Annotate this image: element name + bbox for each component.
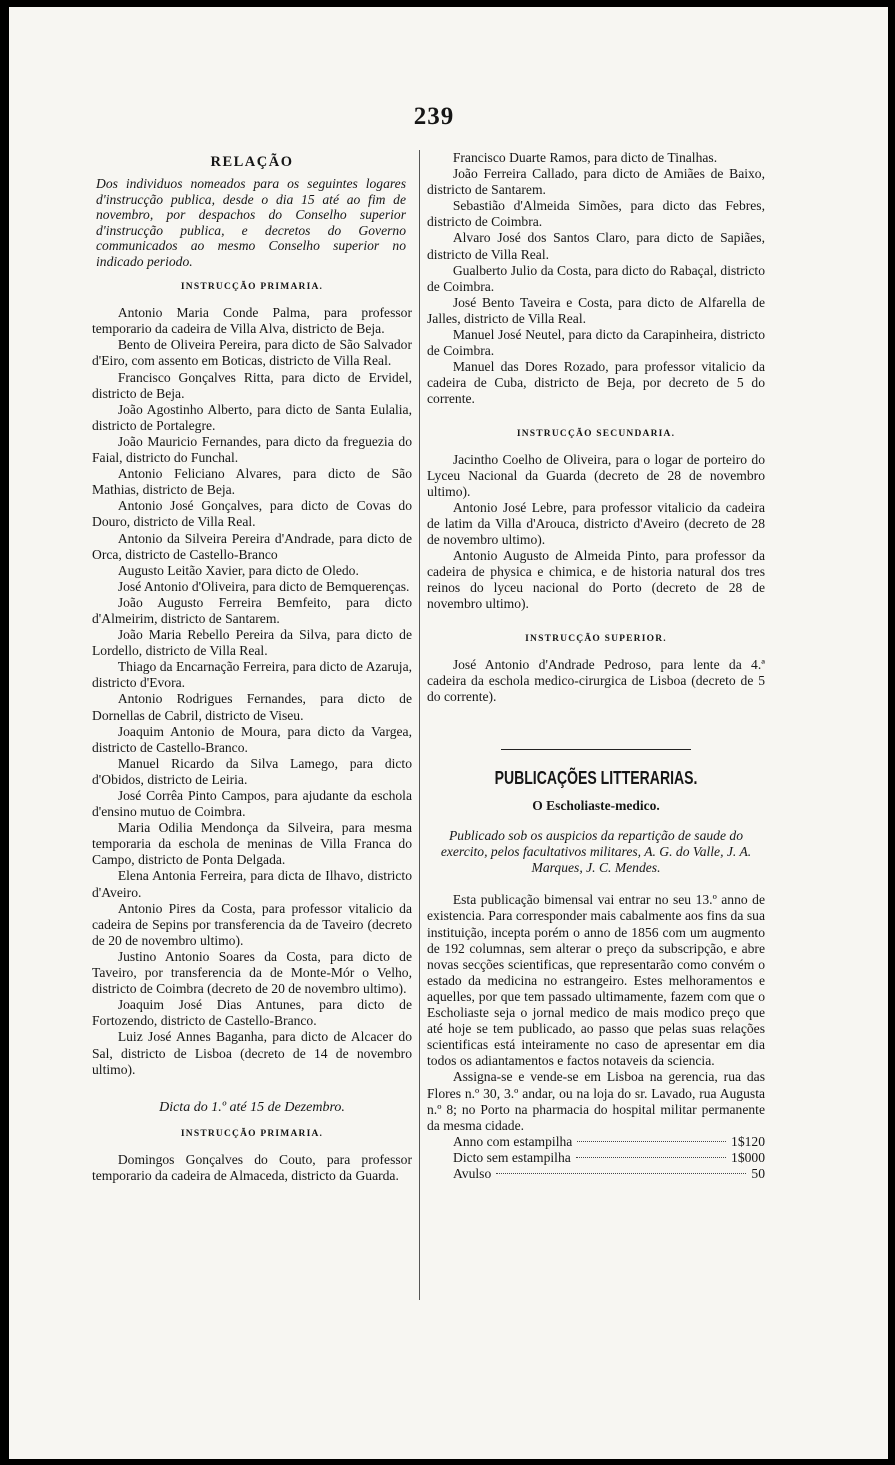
appointment-entry: José Corrêa Pinto Campos, para ajudante da eschola d'ensino mutuo de Coimbra. xyxy=(92,788,412,820)
appointment-entry: Manuel Ricardo da Silva Lamego, para dicto d'Obidos, districto de Leiria. xyxy=(92,755,412,787)
appointment-entry: José Antonio d'Oliveira, para dicto de Bemquerenças. xyxy=(117,578,410,594)
appointment-entry: João Ferreira Callado, para dicto de Amiães de Baixo, districto de Santarem. xyxy=(427,166,765,198)
relacao-intro: Dos individuos nomeados para os seguintes logares d'instrucção publica, desde o dia 15 até ao fim de novembro, por despachos do Conselho superior d'instrucção publica, e decretos do Governo communicados ao mesmo Conselho superior no indicado periodo. xyxy=(96,176,406,269)
price-value: 1$120 xyxy=(731,1133,765,1149)
journal-paragraphs xyxy=(427,892,765,1133)
appointment-entry: Antonio Feliciano Alvares, para dicto de São Mathias, districto de Beja. xyxy=(92,466,412,498)
column-divider xyxy=(419,150,420,1300)
secundaria-entries xyxy=(427,452,765,613)
publicacoes-title: PUBLICAÇÕES LITTERARIAS. xyxy=(494,767,698,788)
newspaper-page xyxy=(9,7,888,1459)
appointment-entry: Maria Odilia Mendonça da Silveira, para mesma temporaria da eschola de meninas de Villa Franca do Campo, districto de Ponta Delgada. xyxy=(92,820,412,868)
appointment-entry: Francisco Gonçalves Ritta, para dicto de Ervidel, districto de Beja. xyxy=(92,369,412,401)
appointment-entry: Manuel José Neutel, para dicto da Carapinheira, districto de Coimbra. xyxy=(427,327,765,359)
appointment-entry: Antonio José Gonçalves, para dicto de Covas do Douro, districto de Villa Real. xyxy=(92,498,412,530)
price-list xyxy=(453,1134,765,1182)
appointment-entry: Antonio da Silveira Pereira d'Andrade, para dicto de Orca, districto de Castello-Branco xyxy=(92,530,412,562)
price-row xyxy=(453,1134,765,1150)
primaria-2-entries xyxy=(92,1152,412,1184)
price-value: 1$000 xyxy=(731,1149,765,1165)
journal-paragraph: Assigna-se e vende-se em Lisboa na gerencia, rua das Flores n.º 30, 3.º andar, ou na loja do sr. Lavado, rua Augusta n.º 8; no Porto na pharmacia do hospital militar permanente da mesma cidade. xyxy=(427,1069,765,1133)
section-primaria-2-title: INSTRUCÇÃO PRIMARIA. xyxy=(180,1128,324,1139)
appointment-entry: Antonio José Lebre, para professor vitalicio da cadeira de latim da Villa d'Arouca, districto d'Aveiro (decreto de 28 de novembro ultimo). xyxy=(427,499,765,548)
relacao-heading: RELAÇÃO xyxy=(210,154,294,170)
dicta-title: Dicta do 1.º até 15 de Dezembro. xyxy=(159,1099,345,1115)
left-column xyxy=(92,150,412,1184)
price-leader-dots xyxy=(496,1173,746,1174)
appointment-entry: Thiago da Encarnação Ferreira, para dicto de Azaruja, districto d'Evora. xyxy=(92,659,412,691)
price-leader-dots xyxy=(577,1141,726,1142)
appointment-entry: José Antonio d'Andrade Pedroso, para lente da 4.ª cadeira da eschola medico-cirurgica de Lisboa (decreto de 5 do corrente). xyxy=(427,656,765,704)
appointment-entry: Justino Antonio Soares da Costa, para dicto de Taveiro, por transferencia da de Monte-Mór o Velho, districto de Coimbra (decreto de 20 de novembro ultimo). xyxy=(92,948,412,997)
appointment-entry: Joaquim Antonio de Moura, para dicto da Vargea, districto de Castello-Branco. xyxy=(92,723,412,755)
price-label: Dicto sem estampilha xyxy=(453,1149,571,1165)
price-label: Avulso xyxy=(453,1165,492,1181)
appointment-entry: João Mauricio Fernandes, para dicto da freguezia do Faial, districto do Funchal. xyxy=(92,433,412,466)
appointment-entry: João Maria Rebello Pereira da Silva, para dicto de Lordello, districto de Villa Real. xyxy=(92,627,412,659)
journal-intro: Publicado sob os auspicios da repartição de saude do exercito, pelos facultativos militares, A. G. do Valle, J. A. Marques, J. C. Mendes. xyxy=(440,828,752,876)
superior-entries xyxy=(427,657,765,705)
appointment-entry: Augusto Leitão Xavier, para dicto de Oledo. xyxy=(117,562,359,578)
primaria-continued-entries xyxy=(427,150,765,408)
section-primaria-title: INSTRUCÇÃO PRIMARIA. xyxy=(180,282,324,293)
price-row xyxy=(453,1166,765,1182)
appointment-entry: Antonio Augusto de Almeida Pinto, para professor da cadeira de physica e chimica, e de historia natural dos tres reinos do lyceu nacional do Porto (decreto de 28 de novembro ultimo). xyxy=(427,548,765,612)
appointment-entry: Alvaro José dos Santos Claro, para dicto de Sapiães, districto de Villa Real. xyxy=(427,230,765,262)
appointment-entry: João Agostinho Alberto, para dicto de Santa Eulalia, districto de Portalegre. xyxy=(92,401,412,433)
appointment-entry: Antonio Maria Conde Palma, para professor temporario da cadeira de Villa Alva, districto de Beja. xyxy=(92,305,412,337)
price-leader-dots xyxy=(576,1157,726,1158)
journal-paragraph: Esta publicação bimensal vai entrar no seu 13.º anno de existencia. Para corresponder mais cabalmente aos fins da sua instituição, incepta porém o anno de 1856 com um augmento de 192 columnas, sem alterar o preço da subscripção, e abre novas secções scientificas, que representarão como convém o estado da medicina no estrangeiro. Estes melhoramentos e aquelles, por que tem passado ultimamente, fazem com que o Escholiaste seja o jornal medico de mais modico preço que até hoje se tem publicado, ao passo que pelas suas relações scientificas está inteiramente no caso de apresentar em dia todos os adiantamentos e factos notaveis da sciencia. xyxy=(427,892,765,1069)
appointment-entry: Bento de Oliveira Pereira, para dicto de São Salvador d'Eiro, com assento em Boticas, districto de Villa Real. xyxy=(92,337,412,369)
section-secundaria-title: INSTRUCÇÃO SECUNDARIA. xyxy=(516,428,676,439)
appointment-entry: Antonio Pires da Costa, para professor vitalicio da cadeira de Sepins por transferencia da de Taveiro (decreto de 20 de novembro ultimo). xyxy=(92,900,412,948)
appointment-entry: Sebastião d'Almeida Simões, para dicto das Febres, districto de Coimbra. xyxy=(427,198,765,230)
appointment-entry: Manuel das Dores Rozado, para professor vitalicio da cadeira de Cuba, districto de Beja, por decreto de 5 do corrente. xyxy=(427,359,765,407)
appointment-entry: Francisco Duarte Ramos, para dicto de Tinalhas. xyxy=(452,150,718,165)
appointment-entry: José Bento Taveira e Costa, para dicto de Alfarella de Jalles, districto de Villa Real. xyxy=(427,294,765,326)
journal-title: O Escholiaste-medico. xyxy=(532,798,660,813)
section-rule xyxy=(501,749,691,750)
appointment-entry: Domingos Gonçalves do Couto, para professor temporario da cadeira de Almaceda, districto da Guarda. xyxy=(92,1151,412,1183)
appointment-entry: Jacintho Coelho de Oliveira, para o logar de porteiro do Lyceu Nacional da Guarda (decreto de 28 de novembro ultimo). xyxy=(427,451,765,499)
section-superior-title: INSTRUCÇÃO SUPERIOR. xyxy=(525,633,667,644)
price-label: Anno com estampilha xyxy=(453,1133,573,1149)
appointment-entry: Elena Antonia Ferreira, para dicta de Ilhavo, districto d'Aveiro. xyxy=(92,868,412,900)
appointment-entry: Luiz José Annes Baganha, para dicto de Alcacer do Sal, districto de Lisboa (decreto de 14 de novembro ultimo). xyxy=(92,1029,412,1077)
price-row xyxy=(453,1150,765,1166)
appointment-entry: Gualberto Julio da Costa, para dicto do Rabaçal, districto de Coimbra. xyxy=(427,262,765,294)
primaria-entries xyxy=(92,305,412,1078)
price-value: 50 xyxy=(751,1165,765,1181)
appointment-entry: João Augusto Ferreira Bemfeito, para dicto d'Almeirim, districto de Santarem. xyxy=(92,594,412,626)
right-column xyxy=(427,150,765,1182)
appointment-entry: Joaquim José Dias Antunes, para dicto de Fortozendo, districto de Castello-Branco. xyxy=(92,997,412,1029)
page-number: 239 xyxy=(413,103,455,130)
appointment-entry: Antonio Rodrigues Fernandes, para dicto de Dornellas de Cabril, districto de Viseu. xyxy=(92,691,412,723)
